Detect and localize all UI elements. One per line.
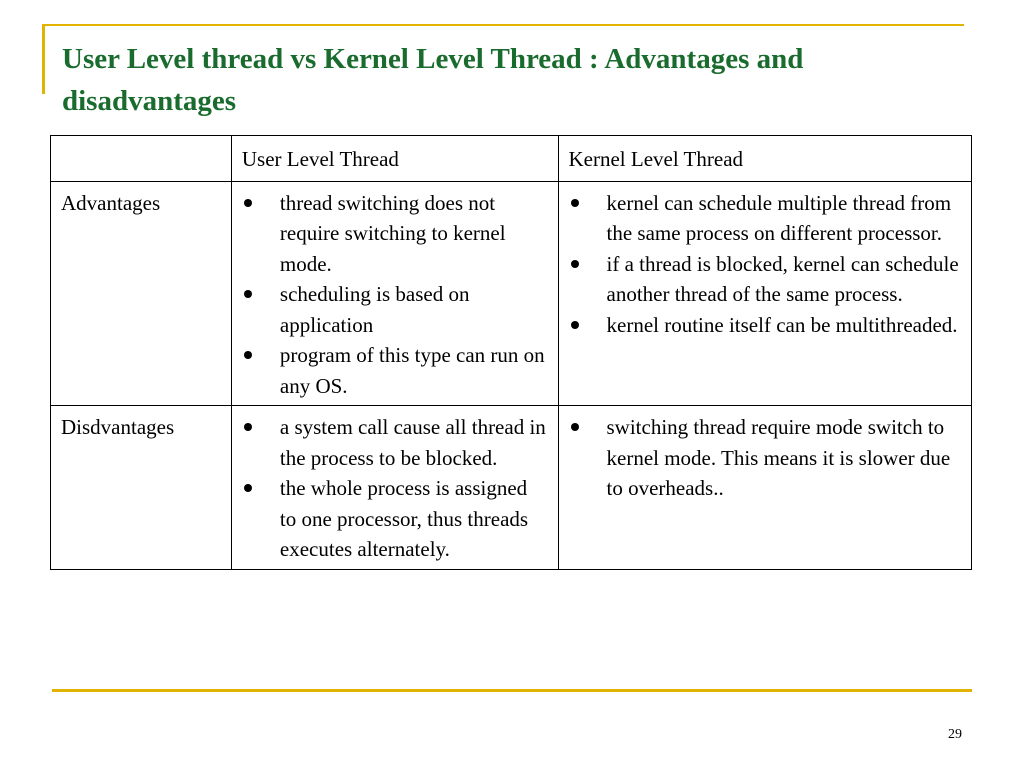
bottom-accent-line xyxy=(52,689,972,692)
bullet-icon xyxy=(244,351,252,359)
cell-advantages-user-level xyxy=(231,181,558,406)
list-item-text: a system call cause all thread in the process to be blocked. xyxy=(279,415,546,470)
bullet-icon xyxy=(244,199,252,207)
bullet-icon xyxy=(244,290,252,298)
header-cell-kernel-level: Kernel Level Thread xyxy=(558,136,972,182)
table-row-advantages xyxy=(51,181,972,406)
comparison-table xyxy=(50,135,972,570)
list-item xyxy=(242,340,548,401)
list-item-text: scheduling is based on application xyxy=(279,282,470,337)
list-item xyxy=(242,412,548,473)
list-item-text: kernel can schedule multiple thread from the same process on different processor. xyxy=(606,190,952,245)
list-item xyxy=(569,412,962,504)
list-item xyxy=(569,310,962,341)
left-accent-line xyxy=(42,24,45,94)
list-item-text: the whole process is assigned to one processor, thus threads executes alternately. xyxy=(279,476,529,561)
row-label-disadvantages: Disdvantages xyxy=(51,406,232,570)
bullet-list xyxy=(242,188,548,402)
cell-disadvantages-kernel-level xyxy=(558,406,972,570)
bullet-icon xyxy=(571,321,579,329)
list-item-text: switching thread require mode switch to kernel mode. This means it is slower due to overheads.. xyxy=(606,415,951,500)
list-item-text: program of this type can run on any OS. xyxy=(279,343,545,398)
row-label-advantages: Advantages xyxy=(51,181,232,406)
list-item xyxy=(569,188,962,249)
slide-title: User Level thread vs Kernel Level Thread : Advantages and disadvantages xyxy=(62,43,804,117)
bullet-icon xyxy=(571,199,579,207)
cell-disadvantages-user-level xyxy=(231,406,558,570)
cell-advantages-kernel-level xyxy=(558,181,972,406)
bullet-icon xyxy=(244,423,252,431)
bullet-list xyxy=(569,188,962,341)
list-item xyxy=(569,249,962,310)
bullet-icon xyxy=(244,484,252,492)
bullet-icon xyxy=(571,260,579,268)
list-item xyxy=(242,188,548,280)
table-row-disadvantages xyxy=(51,406,972,570)
header-cell-user-level: User Level Thread xyxy=(231,136,558,182)
header-cell-empty xyxy=(51,136,232,182)
list-item-text: if a thread is blocked, kernel can schedule another thread of the same process. xyxy=(606,251,959,306)
page-number: 29 xyxy=(948,727,962,742)
bullet-list xyxy=(569,412,962,504)
top-accent-line xyxy=(42,24,964,26)
list-item xyxy=(242,473,548,565)
bullet-list xyxy=(242,412,548,565)
bullet-icon xyxy=(571,423,579,431)
list-item xyxy=(242,279,548,340)
list-item-text: kernel routine itself can be multithreaded. xyxy=(606,312,958,337)
table-header-row xyxy=(51,136,972,182)
list-item-text: thread switching does not require switching to kernel mode. xyxy=(279,190,506,276)
